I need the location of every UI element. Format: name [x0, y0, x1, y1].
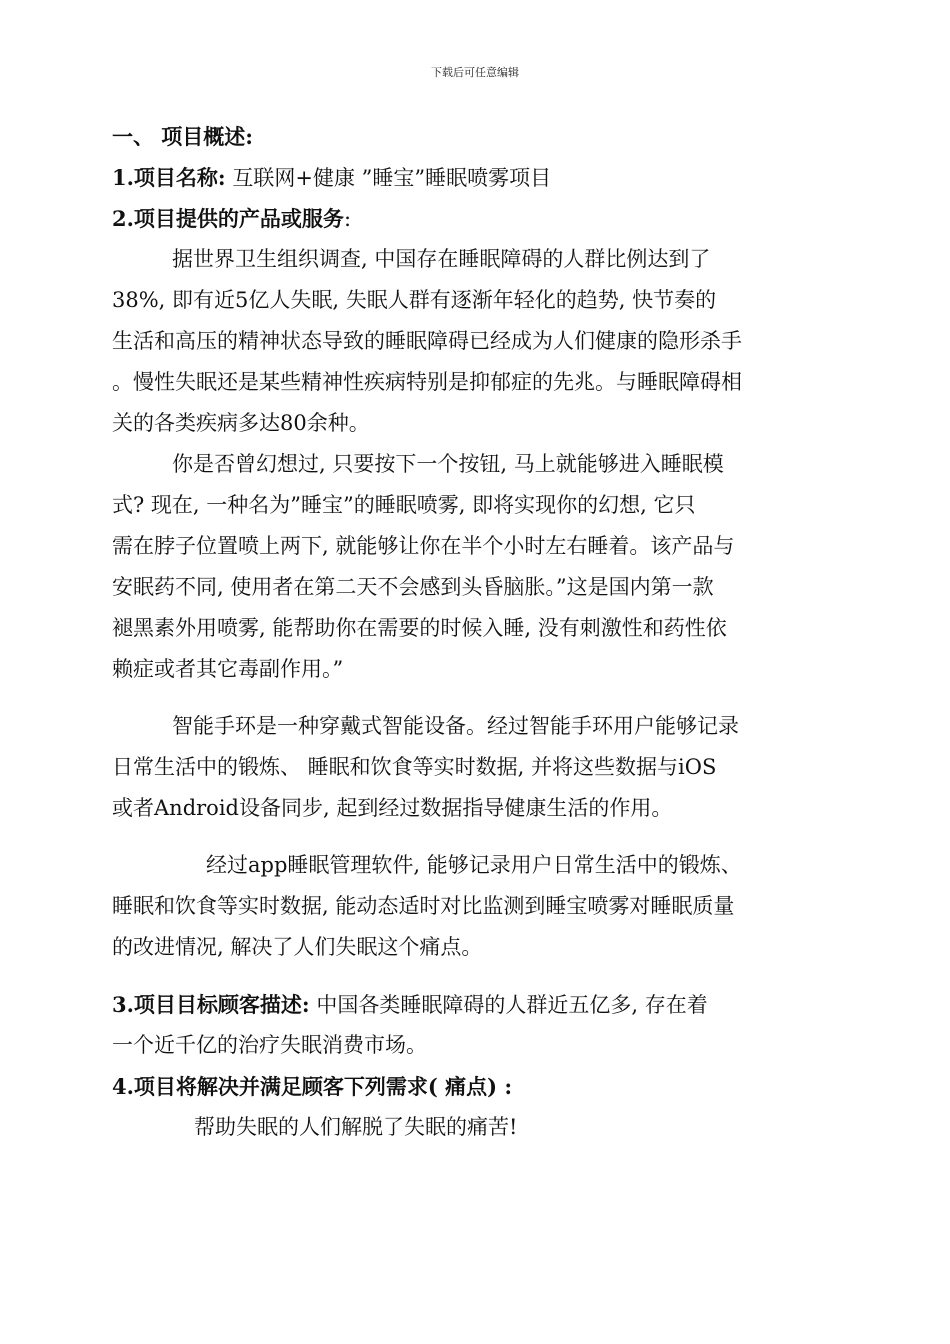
project-name-label: 1.项目名称:	[112, 165, 226, 190]
paragraph-line: 安眠药不同, 使用者在第二天不会感到头昏脑胀。”这是国内第一款	[112, 575, 714, 599]
paragraph-line: 的改进情况, 解决了人们失眠这个痛点。	[112, 935, 483, 959]
paragraph-line: 经过app睡眠管理软件, 能够记录用户日常生活中的锻炼、	[206, 853, 742, 877]
paragraph-line: 日常生活中的锻炼、 睡眠和饮食等实时数据, 并将这些数据与iOS	[112, 755, 717, 779]
page-header-note: 下载后可任意编辑	[431, 66, 519, 79]
paragraph-line: 你是否曾幻想过, 只要按下一个按钮, 马上就能够进入睡眠模	[172, 452, 724, 476]
project-name-value: 互联网+健康 ”睡宝”睡眠喷雾项目	[225, 166, 552, 190]
paragraph-line: 生活和高压的精神状态导致的睡眠障碍已经成为人们健康的隐形杀手	[112, 329, 742, 353]
paragraph-gap	[112, 690, 812, 706]
paragraph-line: 赖症或者其它毒副作用。”	[112, 657, 344, 681]
paragraph-line: 睡眠和饮食等实时数据, 能动态适时对比监测到睡宝喷雾对睡眠质量	[112, 894, 735, 918]
paragraph-gap	[112, 968, 812, 984]
products-services-colon: :	[343, 207, 352, 231]
paragraph-line: 38%, 即有近5亿人失眠, 失眠人群有逐渐年轻化的趋势, 快节奏的	[112, 288, 717, 312]
paragraph-gap	[112, 829, 812, 845]
target-customers-label: 3.项目目标顾客描述:	[112, 992, 310, 1017]
section-heading-overview: 一、 项目概述:	[112, 124, 254, 149]
paragraph-line: 关的各类疾病多达80余种。	[112, 411, 370, 435]
project-name-line	[112, 157, 812, 198]
paragraph-line: 或者Android设备同步, 起到经过数据指导健康生活的作用。	[112, 796, 673, 820]
products-services-heading	[112, 198, 812, 239]
products-services-label: 2.项目提供的产品或服务	[112, 206, 344, 231]
paragraph-line: 据世界卫生组织调查, 中国存在睡眠障碍的人群比例达到了	[172, 247, 711, 271]
target-customers-value: 中国各类睡眠障碍的人群近五亿多, 存在着	[309, 993, 708, 1017]
paragraph-line: 需在脖子位置喷上两下, 就能够让你在半个小时左右睡着。该产品与	[112, 534, 735, 558]
paragraph-line: 帮助失眠的人们解脱了失眠的痛苦!	[194, 1115, 518, 1139]
document-body	[112, 116, 812, 1148]
paragraph-line: 褪黑素外用喷雾, 能帮助你在需要的时候入睡, 没有刺激性和药性依	[112, 616, 727, 640]
paragraph-line: 式? 现在, 一种名为”睡宝”的睡眠喷雾, 即将实现你的幻想, 它只	[112, 493, 696, 517]
paragraph-line: 一个近千亿的治疗失眠消费市场。	[112, 1033, 427, 1057]
target-customers-line	[112, 984, 812, 1025]
paragraph-line: 。慢性失眠还是某些精神性疾病特别是抑郁症的先兆。与睡眠障碍相	[112, 370, 742, 394]
customer-needs-heading: 4.项目将解决并满足顾客下列需求( 痛点) :	[112, 1074, 513, 1099]
paragraph-line: 智能手环是一种穿戴式智能设备。经过智能手环用户能够记录	[172, 714, 739, 738]
